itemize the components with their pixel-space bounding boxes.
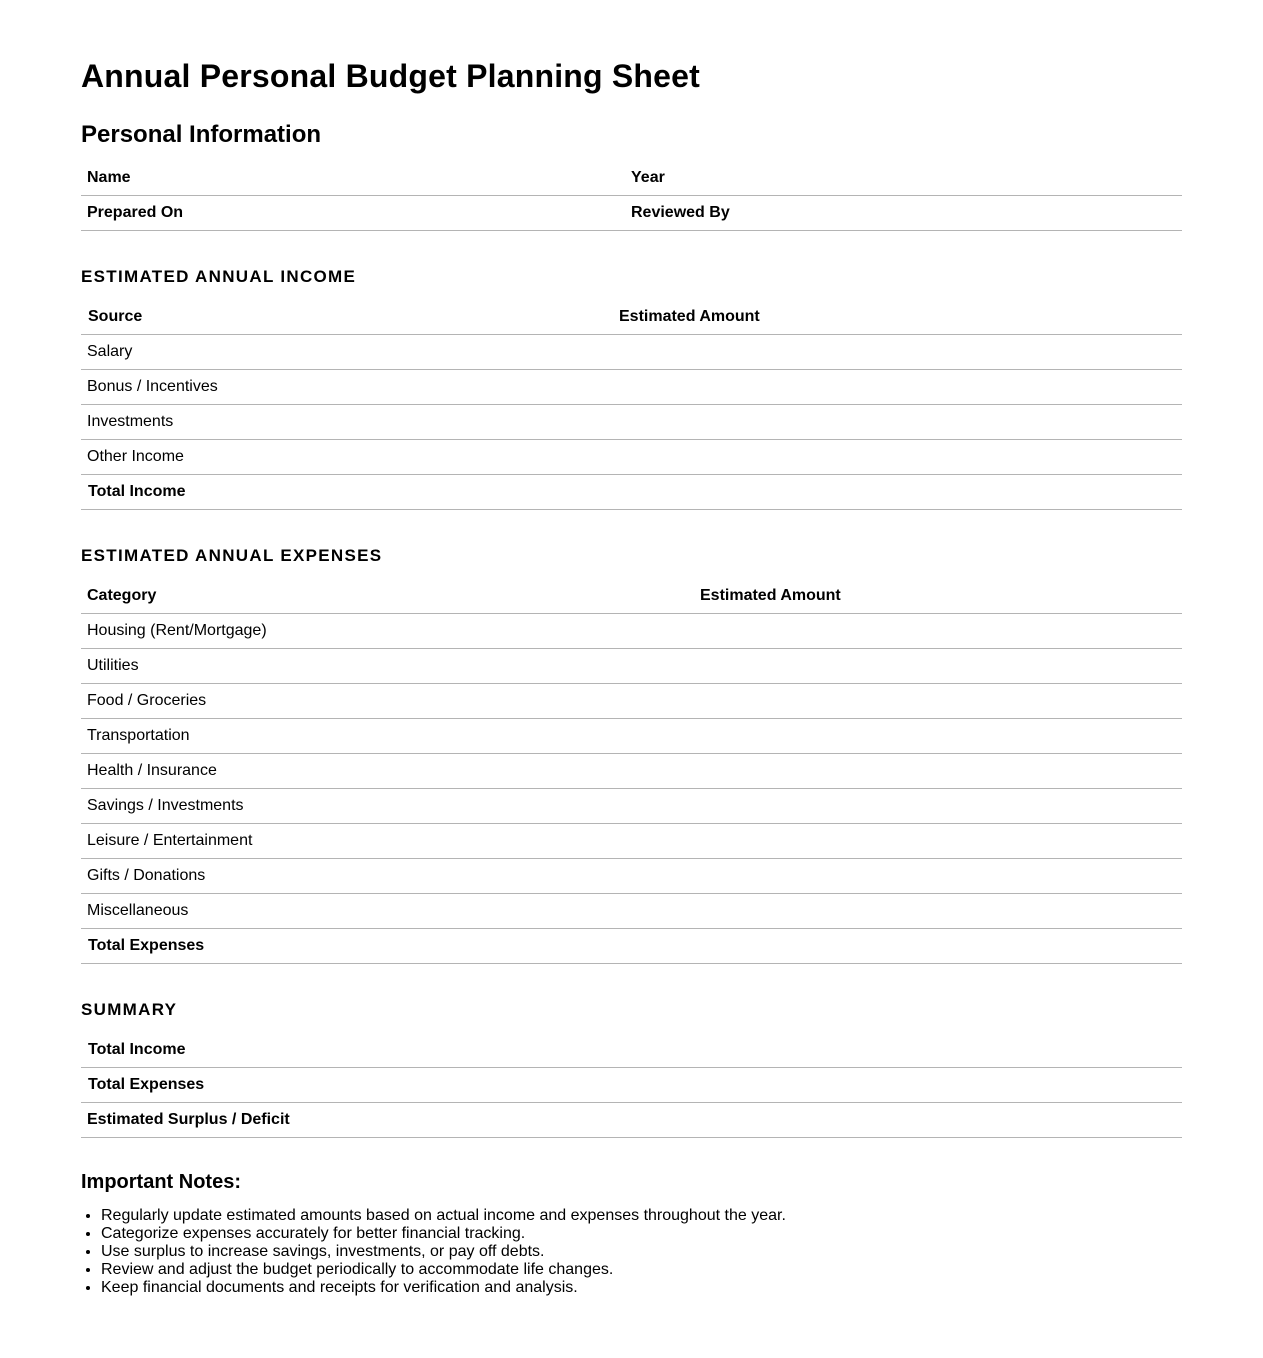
table-row bbox=[81, 1068, 1182, 1103]
total-row bbox=[81, 929, 1182, 964]
table-row bbox=[81, 894, 1182, 929]
summary-total-expenses-label: Total Expenses bbox=[88, 1076, 205, 1093]
col-estimated-amount: Estimated Amount bbox=[619, 308, 760, 325]
table-header-row bbox=[81, 579, 1182, 614]
col-category: Category bbox=[87, 587, 157, 604]
expense-label: Savings / Investments bbox=[87, 797, 244, 814]
table-row bbox=[81, 649, 1182, 684]
prepared-on-label: Prepared On bbox=[87, 204, 184, 221]
table-row bbox=[81, 719, 1182, 754]
summary-total-income-label: Total Income bbox=[88, 1041, 186, 1058]
list-item: • Regularly update estimated amounts based on actual income and expenses throughout the year. bbox=[101, 1207, 786, 1225]
reviewed-by-label: Reviewed By bbox=[631, 204, 730, 221]
table-row bbox=[81, 789, 1182, 824]
expenses-heading: ESTIMATED ANNUAL EXPENSES bbox=[81, 546, 383, 565]
income-label: Investments bbox=[87, 413, 174, 430]
name-label: Name bbox=[87, 169, 131, 186]
personal-info-table bbox=[81, 161, 1182, 231]
income-label: Other Income bbox=[87, 448, 184, 465]
table-row bbox=[81, 196, 1182, 231]
table-row bbox=[81, 440, 1182, 475]
table-row bbox=[81, 1033, 1182, 1068]
year-label: Year bbox=[631, 169, 665, 186]
income-heading: ESTIMATED ANNUAL INCOME bbox=[81, 267, 357, 286]
expense-label: Miscellaneous bbox=[87, 902, 189, 919]
total-income-label: Total Income bbox=[88, 483, 186, 500]
personal-info-heading: Personal Information bbox=[81, 121, 322, 148]
notes-list bbox=[81, 1207, 786, 1297]
total-row bbox=[81, 475, 1182, 510]
list-item: • Review and adjust the budget periodically to accommodate life changes. bbox=[101, 1261, 786, 1279]
page-title: Annual Personal Budget Planning Sheet bbox=[81, 58, 701, 94]
table-row bbox=[81, 754, 1182, 789]
expenses-table bbox=[81, 579, 1182, 964]
expense-label: Transportation bbox=[87, 727, 190, 744]
list-item: • Categorize expenses accurately for better financial tracking. bbox=[101, 1225, 786, 1243]
expense-label: Gifts / Donations bbox=[87, 867, 206, 884]
table-row bbox=[81, 859, 1182, 894]
expense-label: Utilities bbox=[87, 657, 139, 674]
table-row bbox=[81, 684, 1182, 719]
table-row bbox=[81, 405, 1182, 440]
surplus-deficit-label: Estimated Surplus / Deficit bbox=[87, 1111, 290, 1128]
table-header-row bbox=[81, 300, 1182, 335]
summary-table bbox=[81, 1033, 1182, 1138]
expense-label: Health / Insurance bbox=[87, 762, 217, 779]
table-row bbox=[81, 161, 1182, 196]
list-item: • Keep financial documents and receipts for verification and analysis. bbox=[101, 1279, 786, 1297]
col-source: Source bbox=[88, 308, 143, 325]
table-row bbox=[81, 614, 1182, 649]
income-label: Salary bbox=[87, 343, 133, 360]
table-row bbox=[81, 335, 1182, 370]
expense-label: Leisure / Entertainment bbox=[87, 832, 253, 849]
table-row bbox=[81, 370, 1182, 405]
expense-label: Housing (Rent/Mortgage) bbox=[87, 622, 267, 639]
col-estimated-amount: Estimated Amount bbox=[700, 587, 841, 604]
notes-heading: Important Notes: bbox=[81, 1171, 241, 1193]
income-label: Bonus / Incentives bbox=[87, 378, 218, 395]
total-expenses-label: Total Expenses bbox=[88, 937, 205, 954]
summary-heading: SUMMARY bbox=[81, 1000, 178, 1019]
expense-label: Food / Groceries bbox=[87, 692, 207, 709]
list-item: • Use surplus to increase savings, investments, or pay off debts. bbox=[101, 1243, 786, 1261]
table-row bbox=[81, 1103, 1182, 1138]
income-table bbox=[81, 300, 1182, 510]
table-row bbox=[81, 824, 1182, 859]
